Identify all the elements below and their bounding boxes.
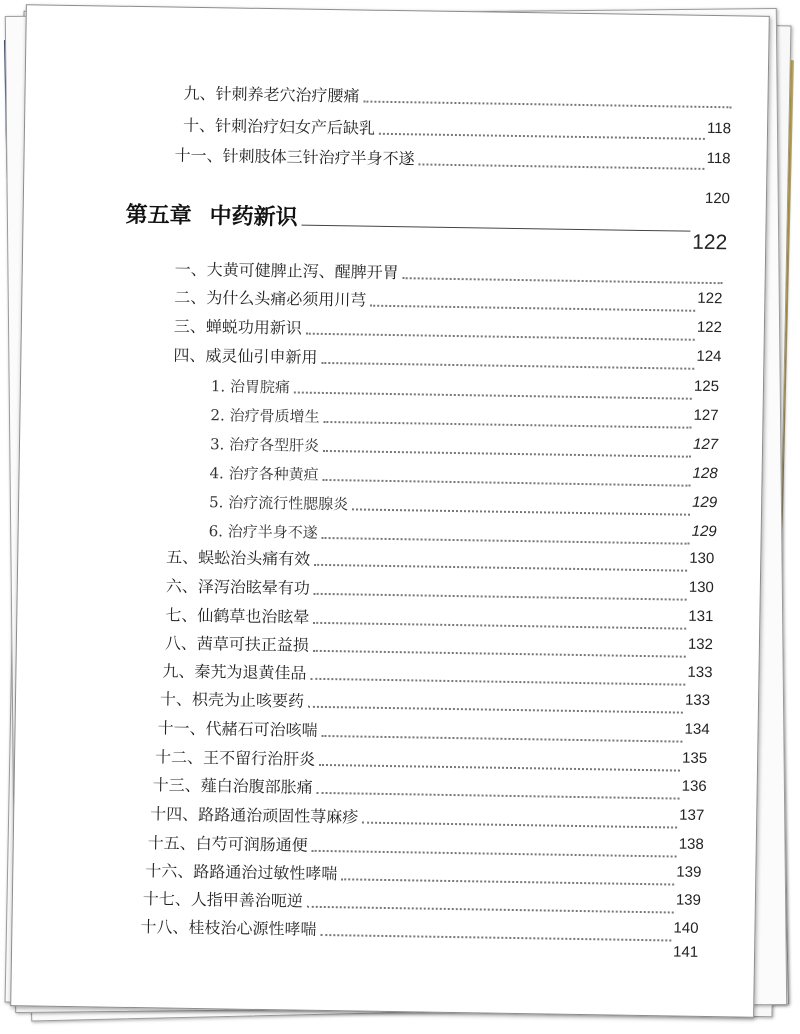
entry-title: 八、茜草可扶正益损 [164, 633, 310, 655]
dot-leader [308, 706, 683, 714]
entry-title: 十四、路路通治顽固性荨麻疹 [150, 804, 359, 827]
entry-title: 二、为什么头痛必须用川芎 [174, 287, 367, 310]
entry-title: 三、蝉蜕功用新识 [173, 316, 303, 338]
entry-title: 十、枳壳为止咳要药 [159, 689, 305, 711]
dot-leader [323, 421, 691, 429]
entry-page: 141 [672, 943, 699, 961]
entry-title: 十一、代赭石可治咳喘 [157, 718, 318, 740]
dot-leader [379, 133, 705, 140]
chapter-name: 中药新识 [209, 203, 298, 231]
entry-page: 127 [693, 406, 719, 425]
entry-title: 3. 治疗各型肝炎 [209, 435, 320, 455]
entry-page: 136 [681, 777, 707, 796]
entry-page: 133 [684, 691, 711, 710]
dot-leader [322, 537, 690, 545]
entry-page: 130 [689, 549, 715, 568]
dot-leader [319, 764, 680, 772]
entry-title: 十八、桂枝治心源性哮喘 [140, 917, 317, 939]
entry-page: 131 [688, 607, 714, 626]
entry-title: 九、针刺养老穴治疗腰痛 [183, 83, 360, 106]
entry-page: 134 [684, 720, 710, 739]
entry-title: 十七、人指甲善治呃逆 [142, 889, 304, 911]
dot-leader [418, 163, 704, 169]
dot-leader [363, 101, 731, 109]
entry-title: 1. 治胃脘痛 [210, 377, 291, 397]
chapter-title [125, 201, 301, 232]
entry-page: 138 [678, 835, 704, 853]
chapter-rule [302, 225, 691, 232]
entry-title: 一、大黄可健脾止泻、醒脾开胃 [174, 259, 399, 283]
entry-page: 129 [691, 522, 717, 541]
dot-leader [362, 822, 677, 829]
entry-page: 137 [679, 806, 705, 824]
entry-page: 133 [687, 663, 713, 682]
entry-title: 4. 治疗各种黄疸 [209, 464, 319, 484]
entry-page: 127 [692, 435, 719, 454]
entry-page: 122 [696, 318, 723, 337]
dot-leader [313, 622, 686, 630]
toc-entry[interactable] [25, 77, 767, 113]
entry-title: 六、泽泻治眩晕有功 [165, 576, 310, 598]
entry-page: 140 [673, 919, 699, 937]
entry-title: 2. 治疗骨质增生 [210, 406, 320, 426]
entry-page: 139 [676, 863, 702, 881]
dot-leader [370, 305, 695, 312]
entry-title: 四、威灵仙引申新用 [173, 345, 318, 367]
entry-page: 120 [704, 189, 731, 208]
toc-entry[interactable] [21, 339, 763, 375]
dot-leader [306, 333, 695, 341]
entry-page: 130 [688, 578, 714, 597]
entry-title: 五、蜈蚣治头痛有效 [166, 547, 311, 569]
entry-page: 135 [681, 749, 708, 768]
dot-leader [314, 564, 687, 572]
entry-page: 132 [687, 635, 714, 654]
chapter-label: 第五章 [125, 201, 192, 229]
entry-title: 九、秦艽为退黄佳品 [162, 661, 307, 683]
dot-leader [307, 906, 674, 914]
entry-title: 十六、路路通治过敏性哮喘 [145, 861, 338, 884]
entry-title: 十一、针刺肢体三针治疗半身不遂 [174, 145, 415, 169]
dot-leader [341, 878, 674, 885]
entry-title: 十、针刺治疗妇女产后缺乳 [182, 115, 376, 138]
entry-page: 129 [692, 493, 718, 512]
dot-leader [321, 735, 682, 743]
entry-page: 118 [706, 149, 731, 168]
entry-title: 十三、薤白治腹部胀痛 [152, 775, 313, 797]
dot-leader [310, 678, 685, 686]
dot-leader [321, 362, 694, 370]
dot-leader [323, 479, 691, 487]
entry-page: 125 [693, 377, 720, 396]
chapter-page: 122 [692, 230, 728, 255]
entry-title: 七、仙鹤草也治眩晕 [165, 605, 310, 627]
entry-title: 十五、白芍可润肠通便 [147, 833, 308, 855]
dot-leader [323, 450, 691, 458]
toc-entry[interactable] [25, 109, 767, 145]
dot-leader [313, 650, 686, 658]
dot-leader [314, 593, 687, 601]
entry-title: 6. 治疗半身不遂 [208, 522, 318, 542]
entry-title: 5. 治疗流行性腮腺炎 [208, 493, 349, 514]
dot-leader [317, 792, 680, 800]
dot-leader [294, 391, 692, 399]
entry-page: 124 [696, 347, 722, 366]
entry-page: 122 [697, 289, 723, 308]
dot-leader [403, 277, 723, 284]
toc-page [10, 4, 770, 1018]
entry-page: 128 [692, 464, 718, 483]
dot-leader [352, 508, 690, 515]
entry-page: 139 [675, 891, 702, 909]
entry-page: 118 [706, 119, 732, 138]
entry-title: 十二、王不留行治肝炎 [154, 747, 316, 769]
dot-leader [312, 850, 677, 858]
